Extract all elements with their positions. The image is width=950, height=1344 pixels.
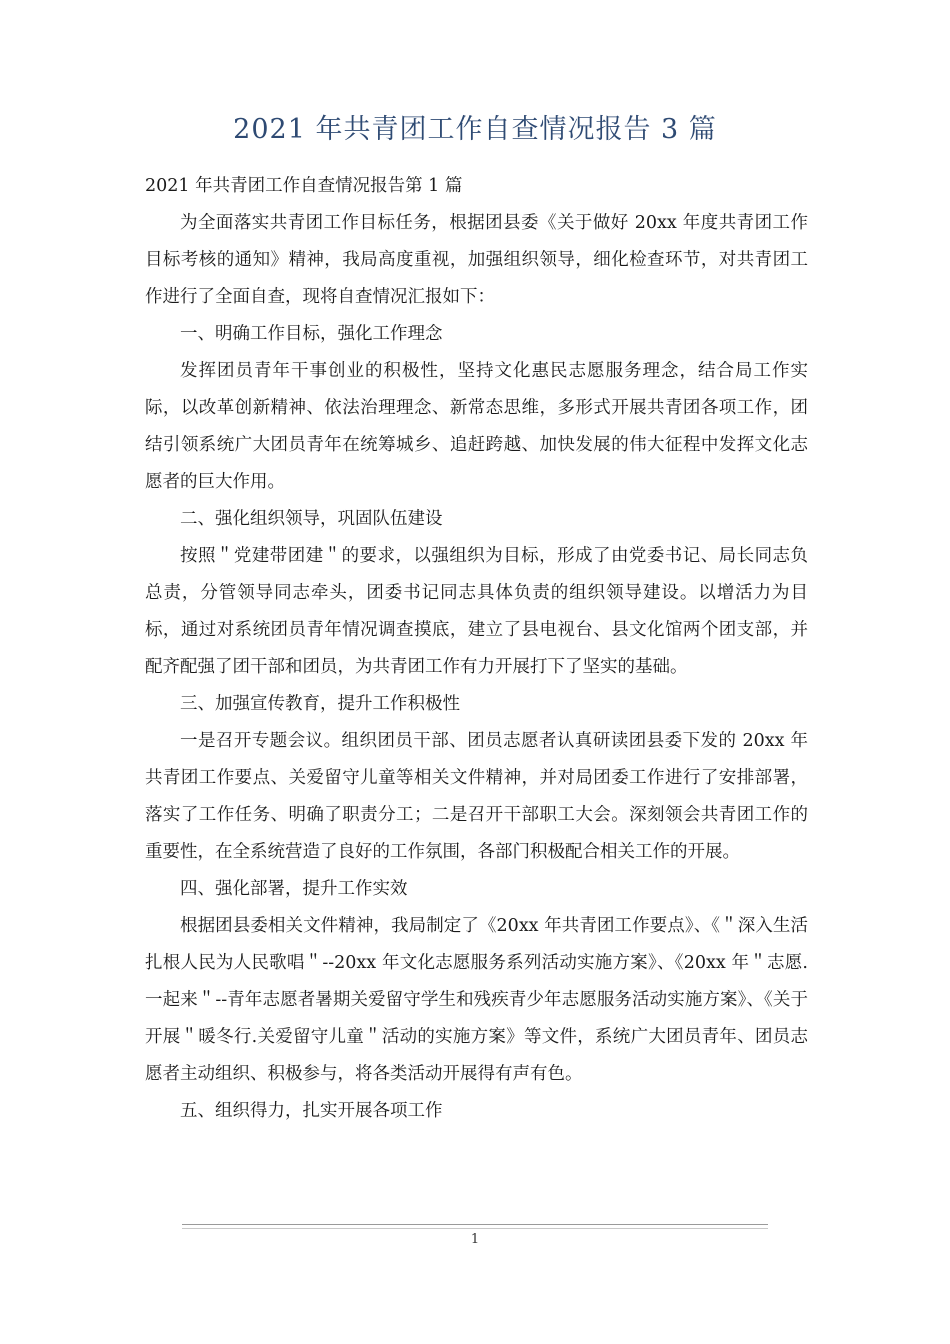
section-heading-4: 四、强化部署，提升工作实效 [180, 879, 408, 899]
page-number: 1 [470, 1232, 480, 1247]
paragraph-2: 按照＂党建带团建＂的要求，以强组织为目标，形成了由党委书记、局长同志负总责，分管领导同志牵头，团委书记同志具体负责的组织领导建设。以增活力为目标，通过对系统团员青年情况调查摸底，建立了县电视台、县文化馆两个团支部，并配齐配强了团干部和团员，为共青团工作有力开展打下了坚实的基础。 [145, 546, 808, 677]
section-subtitle: 2021 年共青团工作自查情况报告第 1 篇 [145, 176, 463, 196]
paragraph-3: 一是召开专题会议。组织团员干部、团员志愿者认真研读团县委下发的 20xx 年共青团工作要点、关爱留守儿童等相关文件精神，并对局团委工作进行了安排部署，落实了工作任务、明确了职责分工；二是召开干部职工大会。深刻领会共青团工作的重要性，在全系统营造了良好的工作氛围，各部门积极配合相关工作的开展。 [145, 731, 808, 862]
paragraph-intro: 为全面落实共青团工作目标任务，根据团县委《关于做好 20xx 年度共青团工作目标考核的通知》精神，我局高度重视，加强组织领导，细化检查环节，对共青团工作进行了全面自查，现将自查情况汇报如下： [145, 213, 808, 307]
section-heading-3: 三、加强宣传教育，提升工作积极性 [180, 694, 460, 714]
section-heading-1: 一、明确工作目标，强化工作理念 [180, 324, 443, 344]
document-title: 2021 年共青团工作自查情况报告 3 篇 [233, 114, 717, 145]
section-heading-2: 二、强化组织领导，巩固队伍建设 [180, 509, 443, 529]
document-body [145, 168, 808, 1130]
footer-divider [182, 1224, 768, 1229]
paragraph-1: 发挥团员青年干事创业的积极性，坚持文化惠民志愿服务理念，结合局工作实际，以改革创新精神、依法治理理念、新常态思维，多形式开展共青团各项工作，团结引领系统广大团员青年在统筹城乡、追赶跨越、加快发展的伟大征程中发挥文化志愿者的巨大作用。 [145, 361, 808, 492]
paragraph-4: 根据团县委相关文件精神，我局制定了《20xx 年共青团工作要点》、《＂深入生活扎根人民为人民歌唱＂--20xx 年文化志愿服务系列活动实施方案》、《20xx 年＂志愿.一起来＂--青年志愿者暑期关爱留守学生和残疾青少年志愿服务活动实施方案》、《关于开展＂暖冬行.关爱留守儿童＂活动的实施方案》等文件，系统广大团员青年、团员志愿者主动组织、积极参与，将各类活动开展得有声有色。 [145, 916, 808, 1084]
section-heading-5: 五、组织得力，扎实开展各项工作 [180, 1101, 443, 1121]
